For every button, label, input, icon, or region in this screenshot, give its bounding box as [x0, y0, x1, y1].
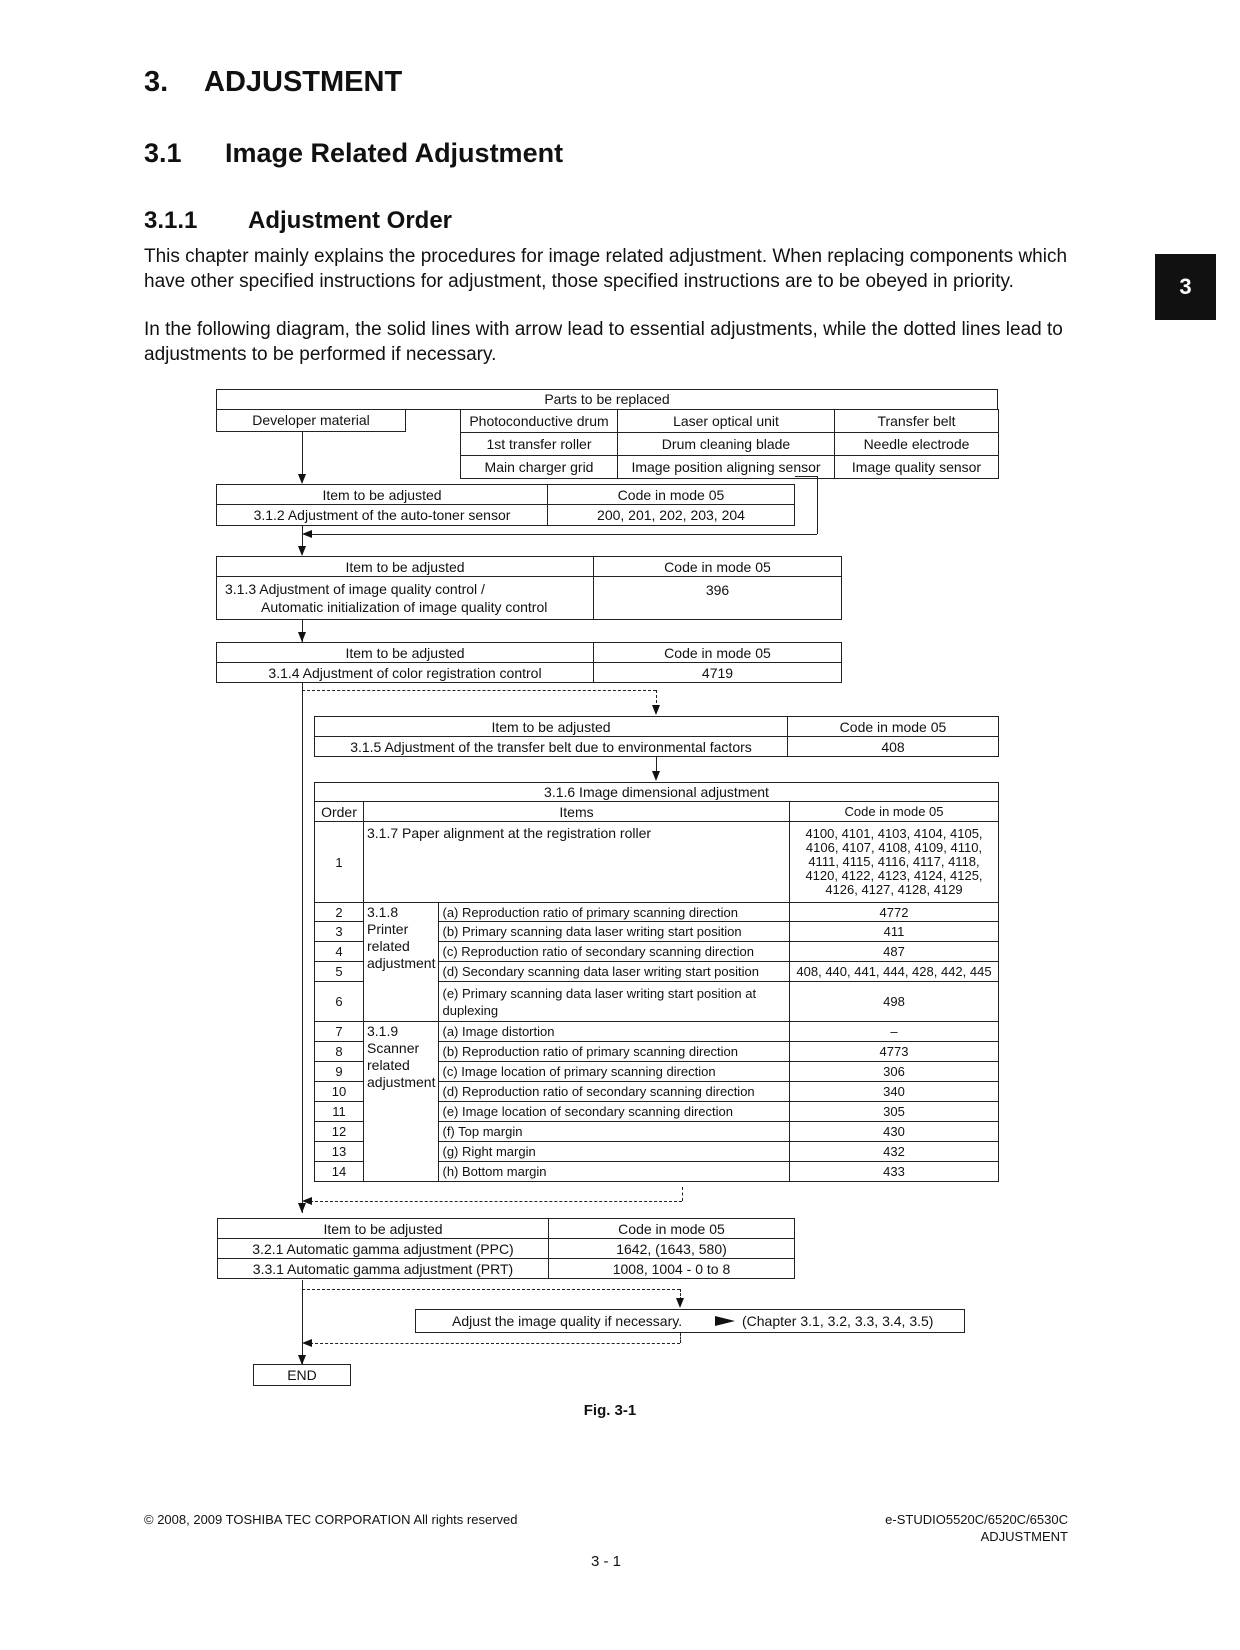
order-cell: 5 — [315, 962, 364, 982]
parts-row — [461, 456, 999, 479]
arrow-down-icon — [652, 771, 660, 781]
optional-line — [302, 690, 656, 691]
step-313-item-line1: 3.1.3 Adjustment of image quality control / — [225, 581, 485, 597]
table-row — [315, 822, 999, 903]
item-header: Item to be adjusted — [315, 717, 788, 737]
code-header: Code in mode 05 — [594, 557, 842, 577]
code-header: Code in mode 05 — [548, 485, 795, 505]
section-heading — [144, 138, 563, 169]
code-cell: 340 — [790, 1082, 999, 1102]
optional-line — [680, 1333, 681, 1343]
item-cell: (h) Bottom margin — [439, 1162, 790, 1182]
arrow-left-icon — [302, 1197, 312, 1205]
step-315-item: 3.1.5 Adjustment of the transfer belt due to environmental factors — [315, 737, 788, 757]
footer-chapter: ADJUSTMENT — [980, 1529, 1068, 1544]
section-number: 3.1 — [144, 138, 182, 168]
item-cell: (g) Right margin — [439, 1142, 790, 1162]
intro-paragraph-1: This chapter mainly explains the procedures for image related adjustment. When replacing components which have other specified instructions for adjustment, those specified instructions are to be obeyed in priority. — [144, 246, 1068, 292]
arrow-down-icon — [298, 632, 306, 642]
step-316-title: 3.1.6 Image dimensional adjustment — [315, 783, 999, 802]
part-cell: Transfer belt — [835, 410, 999, 433]
intro-paragraph-2: In the following diagram, the solid lines with arrow lead to essential adjustments, while the dotted lines lead to adjustments to be performed if necessary. — [144, 319, 1063, 365]
chapter-heading — [144, 66, 402, 99]
parts-row — [461, 410, 999, 433]
table-row — [315, 903, 999, 922]
parts-row — [461, 433, 999, 456]
optional-line — [682, 1187, 683, 1201]
return-line — [795, 476, 817, 477]
col-code-header: Code in mode 05 — [790, 802, 999, 822]
step-313-item-line2: Automatic initialization of image quality control — [261, 599, 548, 615]
item-cell: 3.1.7 Paper alignment at the registration roller — [364, 822, 790, 903]
item-header: Item to be adjusted — [217, 557, 594, 577]
order-cell: 3 — [315, 922, 364, 942]
gamma-prt-item: 3.3.1 Automatic gamma adjustment (PRT) — [218, 1259, 549, 1279]
item-cell: (e) Image location of secondary scanning direction — [439, 1102, 790, 1122]
item-cell: (e) Primary scanning data laser writing start position at duplexing — [439, 982, 790, 1022]
chapter-title: ADJUSTMENT — [204, 66, 403, 98]
step-312-table — [216, 484, 795, 526]
order-cell: 9 — [315, 1062, 364, 1082]
flow-line — [302, 683, 303, 1213]
step-312-code: 200, 201, 202, 203, 204 — [548, 505, 795, 526]
step-313-table — [216, 556, 842, 620]
item-header: Item to be adjusted — [217, 643, 594, 663]
item-cell: (c) Image location of primary scanning direction — [439, 1062, 790, 1082]
step-316-table — [314, 782, 999, 1182]
code-header: Code in mode 05 — [594, 643, 842, 663]
scanner-group-label: 3.1.9 Scanner related adjustment — [364, 1022, 439, 1182]
code-cell: 411 — [790, 922, 999, 942]
step-gamma-table — [217, 1218, 795, 1279]
parts-header: Parts to be replaced — [544, 391, 670, 407]
chapter-number: 3. — [144, 66, 169, 98]
arrow-down-icon — [298, 474, 306, 484]
code-header: Code in mode 05 — [788, 717, 999, 737]
item-header: Item to be adjusted — [217, 485, 548, 505]
step-314-table — [216, 642, 842, 683]
arrow-down-icon — [652, 705, 660, 715]
subsection-title: Adjustment Order — [248, 207, 453, 234]
order-cell: 4 — [315, 942, 364, 962]
code-header: Code in mode 05 — [549, 1219, 795, 1239]
item-header: Item to be adjusted — [218, 1219, 549, 1239]
col-items-header: Items — [364, 802, 790, 822]
optional-line — [310, 1343, 680, 1344]
code-cell: 4100, 4101, 4103, 4104, 4105, 4106, 4107, 4108, 4109, 4110, 4111, 4115, 4116, 4117, 4118, 4120, 4122, 4123, 4124, 4125, 4126, 4127, 4128, 4129 — [790, 822, 999, 903]
code-cell: 408, 440, 441, 444, 428, 442, 445 — [790, 962, 999, 982]
return-line — [817, 476, 818, 534]
pointer-arrow-icon — [715, 1316, 735, 1326]
order-cell: 1 — [315, 822, 364, 903]
code-cell: 430 — [790, 1122, 999, 1142]
end-label: END — [287, 1367, 317, 1383]
order-cell: 12 — [315, 1122, 364, 1142]
flow-line — [302, 1280, 303, 1365]
part-cell: Main charger grid — [461, 456, 618, 479]
optional-line — [310, 1201, 682, 1202]
adjust-note: Adjust the image quality if necessary. — [452, 1313, 683, 1329]
order-cell: 7 — [315, 1022, 364, 1042]
item-cell: (d) Secondary scanning data laser writing start position — [439, 962, 790, 982]
chapter-side-tab: 3 — [1155, 254, 1216, 320]
section-title: Image Related Adjustment — [225, 138, 564, 168]
developer-material: Developer material — [252, 412, 370, 428]
printer-group-label: 3.1.8 Printer related adjustment — [364, 903, 439, 1022]
gamma-ppc-item: 3.2.1 Automatic gamma adjustment (PPC) — [218, 1239, 549, 1259]
part-cell: Needle electrode — [835, 433, 999, 456]
step-314-item: 3.1.4 Adjustment of color registration control — [217, 663, 594, 683]
item-cell: (a) Reproduction ratio of primary scanning direction — [439, 903, 790, 922]
code-cell: 498 — [790, 982, 999, 1022]
part-cell: Laser optical unit — [618, 410, 835, 433]
order-cell: 2 — [315, 903, 364, 922]
order-cell: 10 — [315, 1082, 364, 1102]
gamma-prt-code: 1008, 1004 - 0 to 8 — [549, 1259, 795, 1279]
chapter-reference: (Chapter 3.1, 3.2, 3.3, 3.4, 3.5) — [742, 1313, 934, 1329]
order-cell: 13 — [315, 1142, 364, 1162]
step-313-item — [217, 577, 594, 620]
optional-line — [302, 1289, 680, 1290]
item-cell: (f) Top margin — [439, 1122, 790, 1142]
step-314-code: 4719 — [594, 663, 842, 683]
page-number: 3 - 1 — [590, 1553, 621, 1570]
step-312-item: 3.1.2 Adjustment of the auto-toner sensor — [217, 505, 548, 526]
code-cell: 432 — [790, 1142, 999, 1162]
arrow-left-icon — [302, 1339, 312, 1347]
subsection-number: 3.1.1 — [144, 207, 198, 234]
code-cell: 487 — [790, 942, 999, 962]
order-cell: 8 — [315, 1042, 364, 1062]
code-cell: 4772 — [790, 903, 999, 922]
step-313-code: 396 — [594, 577, 842, 620]
order-cell: 14 — [315, 1162, 364, 1182]
part-cell: Image quality sensor — [835, 456, 999, 479]
order-cell: 11 — [315, 1102, 364, 1122]
footer-copyright: © 2008, 2009 TOSHIBA TEC CORPORATION All rights reserved — [144, 1512, 518, 1527]
step-315-code: 408 — [788, 737, 999, 757]
order-cell: 6 — [315, 982, 364, 1022]
code-cell: – — [790, 1022, 999, 1042]
footer-model: e-STUDIO5520C/6520C/6530C — [885, 1512, 1068, 1527]
item-cell: (a) Image distortion — [439, 1022, 790, 1042]
item-cell: (b) Reproduction ratio of primary scanning direction — [439, 1042, 790, 1062]
item-cell: (c) Reproduction ratio of secondary scanning direction — [439, 942, 790, 962]
arrow-down-icon — [676, 1298, 684, 1308]
parts-table — [460, 409, 999, 479]
code-cell: 306 — [790, 1062, 999, 1082]
item-cell: (d) Reproduction ratio of secondary scanning direction — [439, 1082, 790, 1102]
return-line — [310, 534, 817, 535]
gamma-ppc-code: 1642, (1643, 580) — [549, 1239, 795, 1259]
subsection-heading — [144, 207, 452, 235]
item-cell: (b) Primary scanning data laser writing start position — [439, 922, 790, 942]
arrow-down-icon — [298, 546, 306, 556]
arrow-left-icon — [302, 530, 312, 538]
code-cell: 433 — [790, 1162, 999, 1182]
part-cell: Image position aligning sensor — [618, 456, 835, 479]
table-row — [315, 1022, 999, 1042]
code-cell: 4773 — [790, 1042, 999, 1062]
step-315-table — [314, 716, 999, 757]
part-cell: 1st transfer roller — [461, 433, 618, 456]
part-cell: Photoconductive drum — [461, 410, 618, 433]
figure-caption: Fig. 3-1 — [583, 1402, 637, 1419]
part-cell: Drum cleaning blade — [618, 433, 835, 456]
col-order-header: Order — [315, 802, 364, 822]
code-cell: 305 — [790, 1102, 999, 1122]
